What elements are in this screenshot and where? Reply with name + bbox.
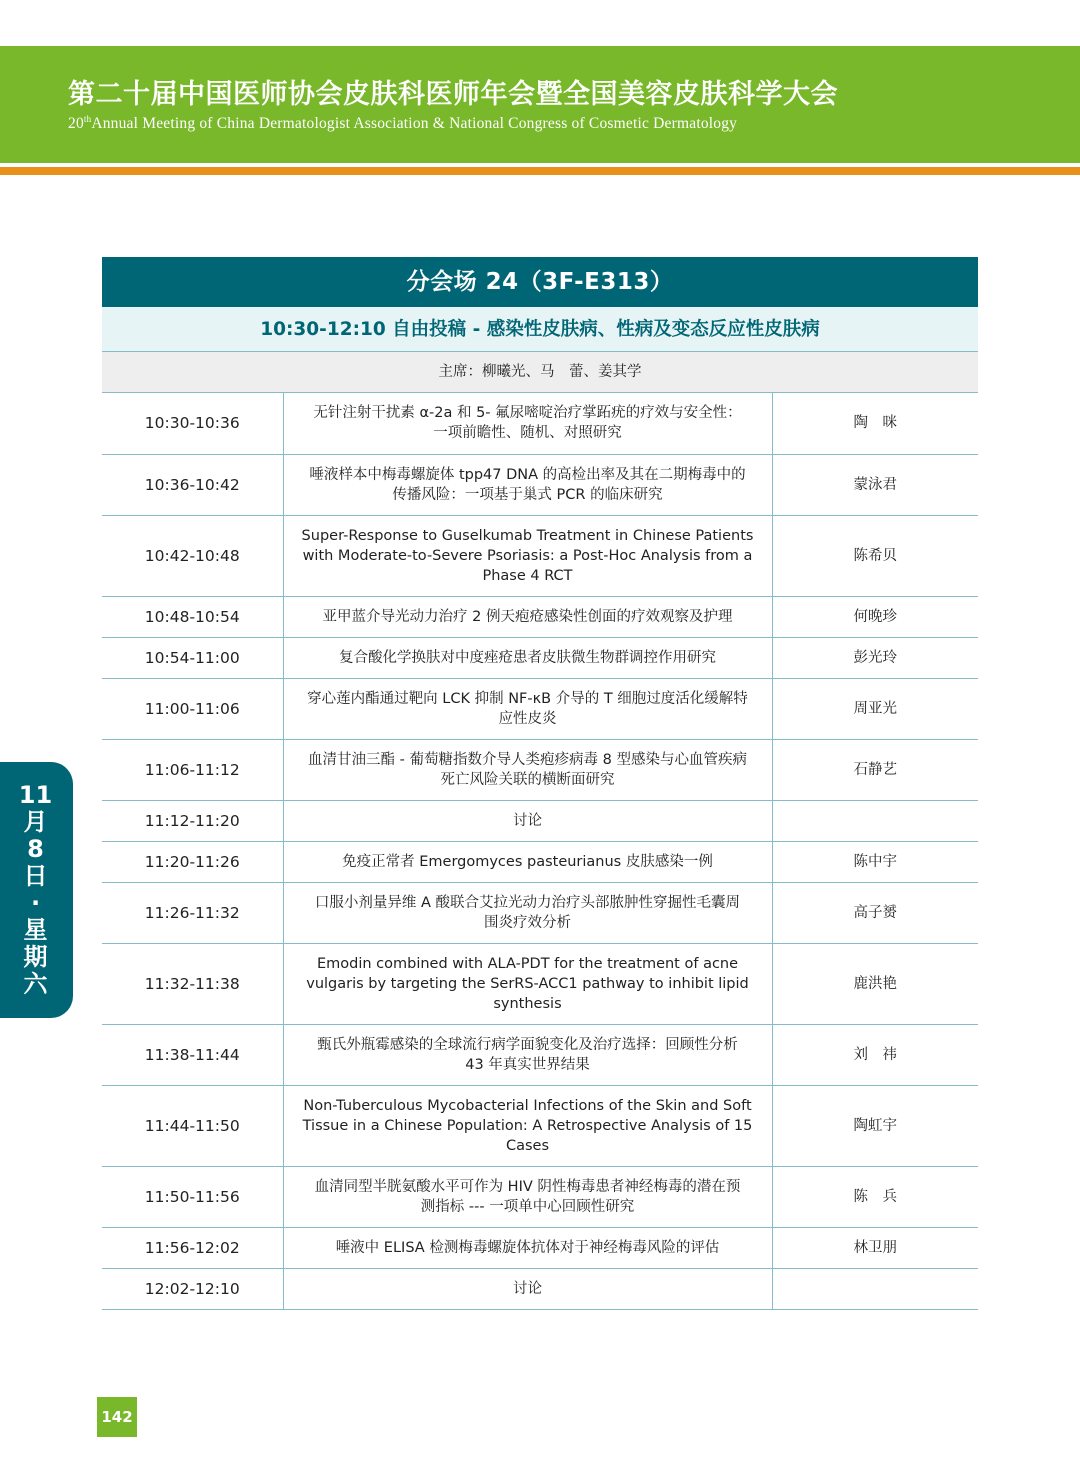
speaker-cell: 陶 咪 xyxy=(772,393,978,454)
speaker-cell: 陈中宇 xyxy=(772,841,978,882)
time-cell: 11:20-11:26 xyxy=(102,841,283,882)
date-tab-char: 六 xyxy=(23,970,48,998)
time-cell: 10:54-11:00 xyxy=(102,637,283,678)
speaker-cell: 鹿洪艳 xyxy=(772,943,978,1024)
date-tab-char: 星 xyxy=(23,916,48,944)
edition-number: 20 xyxy=(68,115,84,133)
table-row xyxy=(102,393,978,454)
table-row xyxy=(102,678,978,739)
talk-title-line: Tissue in a Chinese Population: A Retrospective Analysis of 15 xyxy=(302,1117,753,1134)
time-cell: 11:32-11:38 xyxy=(102,943,283,1024)
talk-title-line: Cases xyxy=(505,1137,550,1154)
talk-title-cell xyxy=(283,943,772,1024)
talk-title-line: 死亡风险关联的横断面研究 xyxy=(440,771,615,788)
table-row xyxy=(102,1268,978,1309)
talk-title-line: 测指标 --- 一项单中心回顾性研究 xyxy=(420,1198,635,1215)
talk-title-line: 讨论 xyxy=(513,812,542,829)
time-cell: 11:26-11:32 xyxy=(102,882,283,943)
talk-title-line: synthesis xyxy=(493,995,562,1012)
speaker-cell: 周亚光 xyxy=(772,678,978,739)
time-cell: 10:36-10:42 xyxy=(102,454,283,515)
page-number: 142 xyxy=(97,1397,137,1437)
table-row xyxy=(102,1024,978,1085)
table-row xyxy=(102,1227,978,1268)
date-tab-char: 月 xyxy=(23,808,48,836)
table-row xyxy=(102,637,978,678)
time-cell: 10:42-10:48 xyxy=(102,515,283,596)
talk-title-cell xyxy=(283,678,772,739)
session-topic: 10:30-12:10 自由投稿 - 感染性皮肤病、性病及变态反应性皮肤病 xyxy=(102,307,978,352)
talk-title-line: 口服小剂量异维 A 酸联合艾拉光动力治疗头部脓肿性穿掘性毛囊周 xyxy=(314,894,741,911)
speaker-cell: 彭光玲 xyxy=(772,637,978,678)
table-row xyxy=(102,1085,978,1166)
banner-orange-stripe xyxy=(0,167,1080,175)
talk-title-line: 一项前瞻性、随机、对照研究 xyxy=(433,425,622,442)
talk-title-line: 甄氏外瓶霉感染的全球流行病学面貌变化及治疗选择：回顾性分析 xyxy=(317,1036,738,1053)
table-row xyxy=(102,943,978,1024)
table-row xyxy=(102,882,978,943)
table-row xyxy=(102,596,978,637)
talk-title-line: 围炎疗效分析 xyxy=(484,914,571,931)
talk-title-cell xyxy=(283,1024,772,1085)
table-row xyxy=(102,800,978,841)
time-cell: 10:48-10:54 xyxy=(102,596,283,637)
talk-title-line: 唾液中 ELISA 检测梅毒螺旋体抗体对于神经梅毒风险的评估 xyxy=(335,1239,720,1256)
talk-title-line: 无针注射干扰素 α-2a 和 5- 氟尿嘧啶治疗掌跖疣的疗效与安全性： xyxy=(313,405,742,422)
talk-title-line: 亚甲蓝介导光动力治疗 2 例天疱疮感染性创面的疗效观察及护理 xyxy=(322,608,733,625)
talk-title-line: 传播风险：一项基于巢式 PCR 的临床研究 xyxy=(392,486,663,503)
conference-title-cn: 第二十届中国医师协会皮肤科医师年会暨全国美容皮肤科学大会 xyxy=(68,79,838,110)
talk-title-line: 穿心莲内酯通过靶向 LCK 抑制 NF-κB 介导的 T 细胞过度活化缓解特 xyxy=(307,690,748,707)
speaker-cell: 何晚珍 xyxy=(772,596,978,637)
date-tab-char: · xyxy=(30,889,41,917)
table-row xyxy=(102,1166,978,1227)
talk-title-cell xyxy=(283,637,772,678)
speaker-cell: 陈 兵 xyxy=(772,1166,978,1227)
time-cell: 11:38-11:44 xyxy=(102,1024,283,1085)
date-tab-char: 日 xyxy=(23,862,48,890)
date-tab-char: 期 xyxy=(23,943,48,971)
talk-title-line: 复合酸化学换肤对中度痤疮患者皮肤微生物群调控作用研究 xyxy=(339,649,716,666)
date-side-tab xyxy=(0,762,73,1018)
talk-title-line: Emodin combined with ALA-PDT for the treatment of acne xyxy=(316,955,739,972)
speaker-cell: 陶虹宇 xyxy=(772,1085,978,1166)
talk-title-line: 血清甘油三酯 - 葡萄糖指数介导人类疱疹病毒 8 型感染与心血管疾病 xyxy=(308,751,747,768)
speaker-cell xyxy=(772,800,978,841)
session-header: 分会场 24（3F-E313） xyxy=(102,257,978,307)
conference-banner xyxy=(0,46,1080,163)
speaker-cell: 刘 祎 xyxy=(772,1024,978,1085)
time-cell: 11:44-11:50 xyxy=(102,1085,283,1166)
session-chairs: 主席：柳曦光、马 蕾、姜其学 xyxy=(102,352,978,393)
talk-title-cell xyxy=(283,800,772,841)
time-cell: 11:06-11:12 xyxy=(102,739,283,800)
session-block xyxy=(102,257,978,1310)
talk-title-line: 43 年真实世界结果 xyxy=(465,1056,590,1073)
table-row xyxy=(102,454,978,515)
date-tab-char: 8 xyxy=(27,835,44,863)
talk-title-line: 讨论 xyxy=(513,1280,542,1297)
time-cell: 10:30-10:36 xyxy=(102,393,283,454)
talk-title-cell xyxy=(283,1085,772,1166)
talk-title-line: 血清同型半胱氨酸水平可作为 HIV 阴性梅毒患者神经梅毒的潜在预 xyxy=(314,1178,741,1195)
talk-title-line: vulgaris by targeting the SerRS-ACC1 pathway to inhibit lipid xyxy=(306,975,749,992)
talk-title-cell xyxy=(283,739,772,800)
table-row xyxy=(102,739,978,800)
talk-title-line: Non-Tuberculous Mycobacterial Infections of the Skin and Soft xyxy=(303,1097,752,1114)
date-tab-char: 11 xyxy=(18,781,53,809)
talk-title-line: Phase 4 RCT xyxy=(482,567,573,584)
edition-suffix: th xyxy=(83,114,92,124)
time-cell: 11:50-11:56 xyxy=(102,1166,283,1227)
talk-title-cell xyxy=(283,1166,772,1227)
talk-title-cell xyxy=(283,882,772,943)
speaker-cell xyxy=(772,1268,978,1309)
talk-title-cell xyxy=(283,841,772,882)
time-cell: 11:00-11:06 xyxy=(102,678,283,739)
talk-title-line: 免疫正常者 Emergomyces pasteurianus 皮肤感染一例 xyxy=(342,853,713,870)
speaker-cell: 陈希贝 xyxy=(772,515,978,596)
talk-title-cell xyxy=(283,393,772,454)
talk-title-cell xyxy=(283,596,772,637)
talk-title-cell xyxy=(283,1227,772,1268)
talk-title-cell xyxy=(283,515,772,596)
speaker-cell: 石静艺 xyxy=(772,739,978,800)
talk-title-line: 唾液样本中梅毒螺旋体 tpp47 DNA 的高检出率及其在二期梅毒中的 xyxy=(309,466,746,483)
conference-title-en xyxy=(68,114,737,133)
speaker-cell: 蒙泳君 xyxy=(772,454,978,515)
table-row xyxy=(102,841,978,882)
speaker-cell: 高子赟 xyxy=(772,882,978,943)
talk-title-line: 应性皮炎 xyxy=(498,710,557,727)
talk-title-line: with Moderate-to-Severe Psoriasis: a Post-Hoc Analysis from a xyxy=(302,547,753,564)
table-row xyxy=(102,515,978,596)
talk-title-cell xyxy=(283,454,772,515)
talk-title-line: Super-Response to Guselkumab Treatment in Chinese Patients xyxy=(301,527,754,544)
conference-title-en-text: Annual Meeting of China Dermatologist Association & National Congress of Cosmetic Dermatology xyxy=(91,115,738,133)
time-cell: 12:02-12:10 xyxy=(102,1268,283,1309)
speaker-cell: 林卫朋 xyxy=(772,1227,978,1268)
schedule-table xyxy=(102,393,978,1310)
time-cell: 11:56-12:02 xyxy=(102,1227,283,1268)
talk-title-cell xyxy=(283,1268,772,1309)
time-cell: 11:12-11:20 xyxy=(102,800,283,841)
